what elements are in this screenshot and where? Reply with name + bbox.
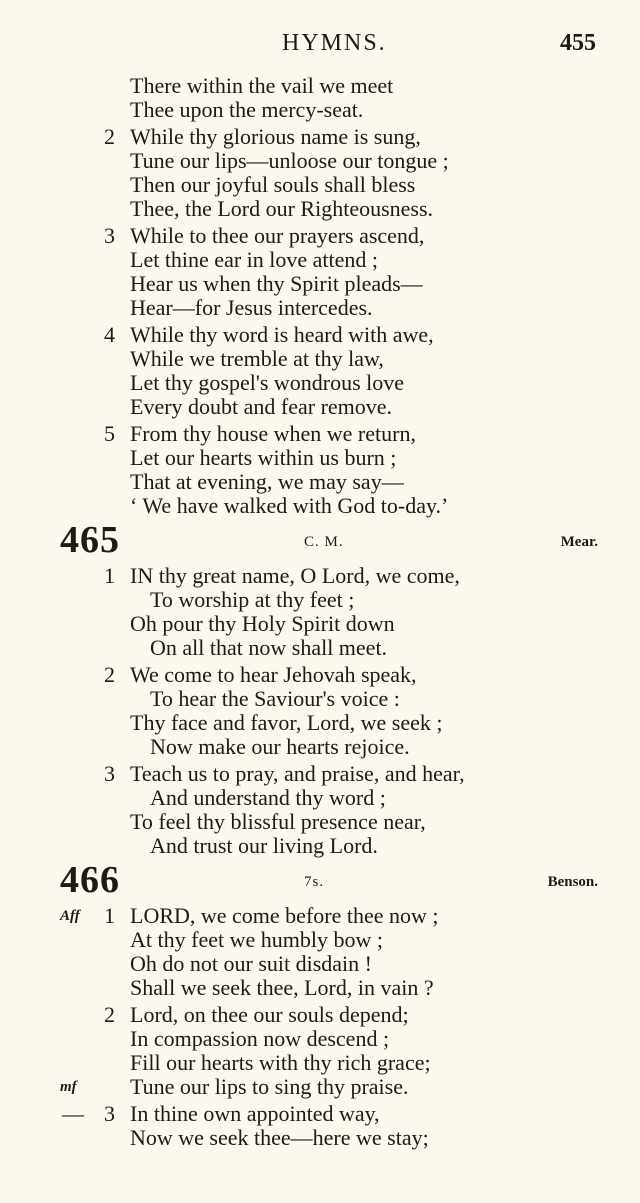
line-text: We come to hear Jehovah speak,: [130, 662, 417, 687]
verse-number: 3: [104, 1101, 115, 1126]
verse-line: [0, 976, 640, 1000]
verse-line: [0, 371, 640, 395]
verse-line: [0, 1075, 640, 1099]
line-text: IN thy great name, O Lord, we come,: [130, 563, 460, 588]
verse-number: 5: [104, 421, 115, 446]
line-text: While thy glorious name is sung,: [130, 124, 421, 149]
hymn-465: [0, 564, 640, 858]
verse: [0, 762, 640, 858]
line-text: Thy face and favor, Lord, we seek ;: [130, 710, 443, 735]
verse-line: [0, 612, 640, 636]
verse-number: 3: [104, 761, 115, 786]
line-text: While thy word is heard with awe,: [130, 322, 434, 347]
verse: [0, 224, 640, 320]
line-text: Tune our lips to sing thy praise.: [130, 1074, 409, 1099]
line-text: Tune our lips—unloose our tongue ;: [130, 148, 449, 173]
verse: [0, 422, 640, 518]
verse-line: [0, 928, 640, 952]
hymn-header-466: [0, 858, 640, 904]
verse-line: [0, 296, 640, 320]
verse-number: 2: [104, 662, 115, 687]
line-text: Hear us when thy Spirit pleads—: [130, 271, 423, 296]
line-text: Oh pour thy Holy Spirit down: [130, 611, 395, 636]
line-text: Fill our hearts with thy rich grace;: [130, 1050, 431, 1075]
line-text: Lord, on thee our souls depend;: [130, 1002, 409, 1027]
verse: [0, 323, 640, 419]
line-text: In compassion now descend ;: [130, 1026, 390, 1051]
verse-line: [0, 149, 640, 173]
verse-line: [0, 904, 640, 928]
hymn-tune: Benson.: [547, 874, 598, 890]
hymn-number: 465: [60, 519, 120, 561]
verse-line: [0, 98, 640, 122]
line-text: Now make our hearts rejoice.: [150, 734, 410, 759]
verse: [0, 125, 640, 221]
hymn-tune: Mear.: [560, 534, 598, 550]
line-text: In thine own appointed way,: [130, 1101, 380, 1126]
line-text: ‘ We have walked with God to-day.’: [130, 493, 449, 518]
verse-line: [0, 248, 640, 272]
verse-number: 2: [104, 1002, 115, 1027]
line-text: LORD, we come before thee now ;: [130, 903, 439, 928]
hymn-meter: C. M.: [304, 534, 344, 550]
dynamic-mark: mf: [60, 1079, 77, 1095]
hymn-continuation: [0, 74, 640, 518]
dash-mark: —: [62, 1101, 84, 1126]
verse-line: [0, 588, 640, 612]
verse-line: [0, 810, 640, 834]
line-text: And trust our living Lord.: [150, 833, 378, 858]
verse-number: 2: [104, 124, 115, 149]
line-text: Oh do not our suit disdain !: [130, 951, 372, 976]
verse: [0, 74, 640, 122]
verse-line: [0, 735, 640, 759]
verse: [0, 663, 640, 759]
line-text: That at evening, we may say—: [130, 469, 404, 494]
verse-number: 4: [104, 322, 115, 347]
verse-line: [0, 197, 640, 221]
page-body: [0, 74, 640, 1150]
verse-line: [0, 952, 640, 976]
line-text: Thee upon the mercy-seat.: [130, 97, 364, 122]
hymn-meter: 7s.: [304, 874, 325, 890]
line-text: At thy feet we humbly bow ;: [130, 927, 383, 952]
hymn-header-465: [0, 518, 640, 564]
line-text: Teach us to pray, and praise, and hear,: [130, 761, 465, 786]
line-text: From thy house when we return,: [130, 421, 416, 446]
line-text: To hear the Saviour's voice :: [150, 686, 400, 711]
line-text: On all that now shall meet.: [150, 635, 388, 660]
hymn-number: 466: [60, 859, 120, 901]
verse-line: [0, 173, 640, 197]
line-text: To feel thy blissful presence near,: [130, 809, 426, 834]
line-text: Now we seek thee—here we stay;: [130, 1125, 429, 1150]
verse-line: [0, 834, 640, 858]
line-text: There within the vail we meet: [130, 73, 394, 98]
verse: [0, 904, 640, 1000]
verse-line: [0, 786, 640, 810]
line-text: Shall we seek thee, Lord, in vain ?: [130, 975, 434, 1000]
verse-line: [0, 711, 640, 735]
verse-line: [0, 1003, 640, 1027]
line-text: Let thine ear in love attend ;: [130, 247, 379, 272]
verse-number: 3: [104, 223, 115, 248]
verse-line: [0, 395, 640, 419]
line-text: Hear—for Jesus intercedes.: [130, 295, 373, 320]
verse-line: [0, 224, 640, 248]
verse-line: [0, 446, 640, 470]
verse-line: [0, 422, 640, 446]
verse-line: [0, 494, 640, 518]
verse-line: [0, 1102, 640, 1126]
line-text: Thee, the Lord our Righteousness.: [130, 196, 434, 221]
dynamic-mark: Aff: [60, 908, 80, 924]
verse-line: [0, 663, 640, 687]
page-header: [0, 30, 640, 60]
line-text: While to thee our prayers ascend,: [130, 223, 425, 248]
line-text: Let thy gospel's wondrous love: [130, 370, 405, 395]
verse-line: [0, 687, 640, 711]
verse-line: [0, 272, 640, 296]
verse-line: [0, 564, 640, 588]
verse-line: [0, 470, 640, 494]
verse-line: [0, 323, 640, 347]
line-text: And understand thy word ;: [150, 785, 386, 810]
hymn-466: [0, 904, 640, 1150]
verse: [0, 564, 640, 660]
verse-line: [0, 125, 640, 149]
line-text: Every doubt and fear remove.: [130, 394, 393, 419]
verse-line: [0, 1027, 640, 1051]
verse-line: [0, 636, 640, 660]
line-text: To worship at thy feet ;: [150, 587, 355, 612]
verse-line: [0, 762, 640, 786]
verse-line: [0, 1126, 640, 1150]
verse-line: [0, 1051, 640, 1075]
verse-line: [0, 74, 640, 98]
verse: [0, 1102, 640, 1150]
line-text: While we tremble at thy law,: [130, 346, 384, 371]
page-number: 455: [560, 30, 596, 56]
line-text: Let our hearts within us burn ;: [130, 445, 397, 470]
verse-number: 1: [104, 563, 115, 588]
line-text: Then our joyful souls shall bless: [130, 172, 416, 197]
verse: [0, 1003, 640, 1099]
running-title: HYMNS.: [282, 30, 387, 56]
verse-number: 1: [104, 903, 115, 928]
verse-line: [0, 347, 640, 371]
